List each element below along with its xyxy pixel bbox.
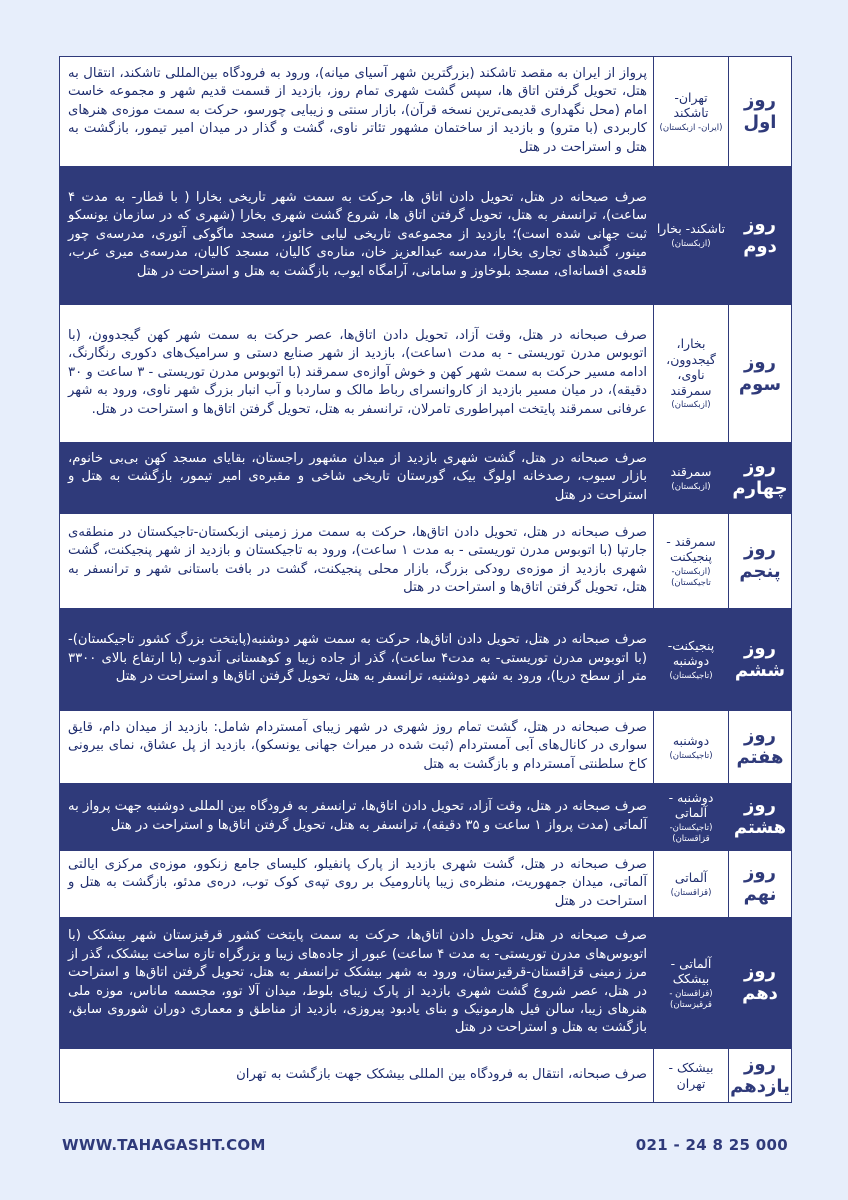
day-description: صرف صبحانه در هتل، وقت آزاد، تحویل دادن اتاق‌ها، ترانسفر به فرودگاه بین المللی دوشنبه جهت پرواز به آلماتی (مدت پرواز ۱ ساعت و ۳۵ دقیقه)، ترانسفر به هتل، تحویل گرفتن اتاق‌ها و استراحت در هتل [60,784,654,851]
day-label: روز نهم [729,851,792,918]
itinerary-row [60,918,792,1049]
route-cell [654,609,729,711]
day-label: روز هشتم [729,784,792,851]
day-label: روز هفتم [729,711,792,784]
route-label: بیشکک - تهران [668,1059,714,1091]
day-description: صرف صبحانه، انتقال به فرودگاه بین المللی بیشکک جهت بازگشت به تهران [60,1049,654,1103]
day-label: روز یازدهم [729,1049,792,1103]
country-label: (قزاقستان) [670,887,712,898]
route-cell [654,167,729,305]
itinerary-row [60,784,792,851]
route-label: آلماتی [674,869,708,885]
day-description: صرف صبحانه در هتل، تحویل دادن اتاق‌ها، حرکت به سمت مرز زمینی ازبکستان-تاجیکستان در منطقه‌ی جارتپا (با اتوبوس مدرن توریستی - به مدت ۱ ساعت)، ورود به تاجیکستان و بازدید از شهر پنجیکنت، گشت شهری بازدید از موزه‌ی رودکی بزرگ، بازار محلی پنجیکنت، گشت در بافت باستانی شهر و ترانسفر به هتل، تحویل گرفتن اتاق‌ها و استراحت در هتل [60,514,654,609]
country-label: (ازبکستان) [671,481,711,492]
itinerary-row [60,609,792,711]
itinerary-table [59,56,792,1103]
day-description: صرف صبحانه در هتل، تحویل دادن اتاق ها، حرکت به سمت شهر تاریخی بخارا ( با قطار- به مدت ۴ ساعت)، ترانسفر به هتل، تحویل گرفتن اتاق ها، شروع گشت شهری بخارا (شهری که در سازمان یونسکو ثبت جهانی شده است)؛ بازدید از مجموعه‌ی تاریخی لیابی خائوز، مسجد ماگوکی آتوری، مدرسه‌ی چور مینور، گنبدهای تجاری بخارا، مدرسه عبدالعزیز خان، مناره‌ی کالیان، مسجد کالیان، مدرسه‌ی میری عرب، قلعه‌ی افسانه‌ای، مسجد بلوخاوز و سامانی، آرامگاه ایوب، بازگشت به هتل و استراحت در هتل [60,167,654,305]
day-description: صرف صبحانه در هتل، وقت آزاد، تحویل دادن اتاق‌ها، عصر حرکت به سمت شهر کهن گیجدوون، (با اتوبوس مدرن توریستی - به مدت ۱ساعت)، بازدید از شهر صنایع دستی و سرامیک‌های دکوری رنگارنگ، ادامه مسیر حرکت به سمت شهر کهن و خوش آوازه‌ی سمرقند (با اتوبوس مدرن توریستی - ۳ ساعت و ۳۰ دقیقه)، در میان مسیر بازدید از کاروانسرای رباط مالک و ساردبا و آب انبار بزرگ شهر ناوی، ورود به شهر عرفانی سمرقند پایتخت امپراطوری تامرلان، ترانسفر به هتل، تحویل گرفتن اتاق‌ها و استراحت در هتل. [60,305,654,443]
route-label: تاشکند- بخارا [656,221,726,237]
country-label: (قزاقستان - قرقیزستان) [669,989,713,1010]
country-label: (تاجیکستان) [669,670,713,681]
day-description: صرف صبحانه در هتل، گشت تمام روز شهری در شهر زیبای آمستردام شامل: بازدید از میدان دام، قایق سواری در کانال‌های آبی آمستردام (ثبت شده در میراث جهانی یونسکو)، بازدید از پل عشاق، نمای بیرونی کاخ سلطنتی آمستردام و بازگشت به هتل [60,711,654,784]
route-label: بخارا، گیجدوون، ناوی، سمرقند [666,335,716,398]
country-label: (ایران- ازبکستان) [659,122,723,133]
day-description: صرف صبحانه در هتل، تحویل دادن اتاق‌ها، حرکت به سمت پایتخت کشور قرقیزستان شهر بیشکک (با اتوبوس‌های مدرن توریستی- به مدت ۴ ساعت) عبور از جاده‌های زیبا و بزرگراه تازه ساخت بیشکک، گذر از مرز زمینی قزاقستان-قرقیزستان، ورود به شهر بیشکک ترانسفر به هتل، تحویل گرفتن اتاق‌ها و استراحت در هتل، عصر شروع گشت شهری بازدید از پارک زیبای بلوط، میدان آلا توو، مجسمه ماناس، موزه ملی هنرهای زیبا، سالن فیل هارمونیک و بنای یادبود پیروزی، بازدید از مناطق و معماری دوران شوروی سابق، بازگشت به هتل و استراحت در هتل [60,918,654,1049]
phone-number: 021 - 24 8 25 000 [635,1136,788,1154]
country-label: (ازبکستان- تاجیکستان) [671,567,711,588]
day-label: روز چهارم [729,443,792,514]
day-description: صرف صبحانه در هتل، گشت شهری بازدید از میدان مشهور راجستان، بقایای مسجد کهن بی‌بی خانوم، بازار سیوب، رصدخانه اولوگ بیک، گورستان تاریخی شاخی و مقبره‌ی امیر تیمور، بازگشت به هتل و استراحت در هتل [60,443,654,514]
country-label: (ازبکستان) [671,400,711,411]
itinerary-row [60,1049,792,1103]
day-description: صرف صبحانه در هتل، گشت شهری بازدید از پارک پانفیلو، کلیسای جامع زنکوو، موزه‌ی مرکزی ایالتی آلماتی، میدان جمهوریت، منظره‌ی زیبا پاناروميک بر روی تپه‌ی کوک توب، دره‌ی مدئو، بازگشت به هتل و استراحت در هتل [60,851,654,918]
day-label: روز دهم [729,918,792,1049]
route-cell [654,57,729,167]
itinerary-row [60,443,792,514]
route-cell [654,918,729,1049]
day-description: پرواز از ایران به مقصد تاشکند (بزرگترین شهر آسیای میانه)، ورود به فرودگاه بین‌المللی تاشکند، انتقال به هتل، تحویل گرفتن اتاق ها، سپس گشت شهری تمام روز، بازدید از قسمت قدیم شهر و مجموعه خاست امام (محل نگهداری قدیمی‌ترین نسخه قرآن)، بازار سنتی و زیبایی چورسو، حرکت به سمت موزه‌ی هنرهای کاربردی (با مترو) و بازدید از ساختمان مشهور تئاتر ناوی، گشت و گذار در میدان امیر تیمور، بازگشت به هتل و استراحت در هتل [60,57,654,167]
route-cell [654,443,729,514]
route-cell [654,851,729,918]
route-cell [654,305,729,443]
country-label: (تاجیکستان- قزاقستان) [669,823,713,844]
day-label: روز ششم [729,609,792,711]
itinerary-row [60,711,792,784]
route-label: پنجیکنت- دوشنبه [667,637,715,669]
itinerary-row [60,167,792,305]
website-url[interactable]: WWW.TAHAGASHT.COM [62,1136,266,1154]
day-label: روز اول [729,57,792,167]
day-label: روز پنجم [729,514,792,609]
route-label: تهران- تاشکند [673,89,709,121]
itinerary-row [60,305,792,443]
day-label: روز سوم [729,305,792,443]
day-description: صرف صبحانه در هتل، تحویل دادن اتاق‌ها، حرکت به سمت شهر دوشنبه(پایتخت بزرگ کشور تاجیکستان)-(با اتوبوس مدرن توریستی- به مدت۴ ساعت)، گذر از جاده زیبا و کوهستانی آندوب (با ارتفاع بالای ۳۳۰۰ متر از سطح دریا)، ورود به شهر دوشنبه، ترانسفر به هتل، تحویل گرفتن اتاق‌ها و استراحت در هتل [60,609,654,711]
country-label: (ازبکستان) [671,239,711,249]
route-label: سمرقند [670,463,712,479]
route-cell [654,1049,729,1103]
route-cell [654,784,729,851]
route-label: سمرقند - پنجیکنت [666,533,716,565]
itinerary-row [60,851,792,918]
itinerary-row [60,57,792,167]
route-label: آلماتی - بیشکک [670,955,712,987]
route-label: دوشنبه [672,732,710,748]
day-label: روز دوم [729,167,792,305]
route-cell [654,711,729,784]
country-label: (تاجیکستان) [669,750,713,761]
route-cell [654,514,729,609]
route-label: دوشنبه - آلماتی [668,789,714,821]
itinerary-row [60,514,792,609]
